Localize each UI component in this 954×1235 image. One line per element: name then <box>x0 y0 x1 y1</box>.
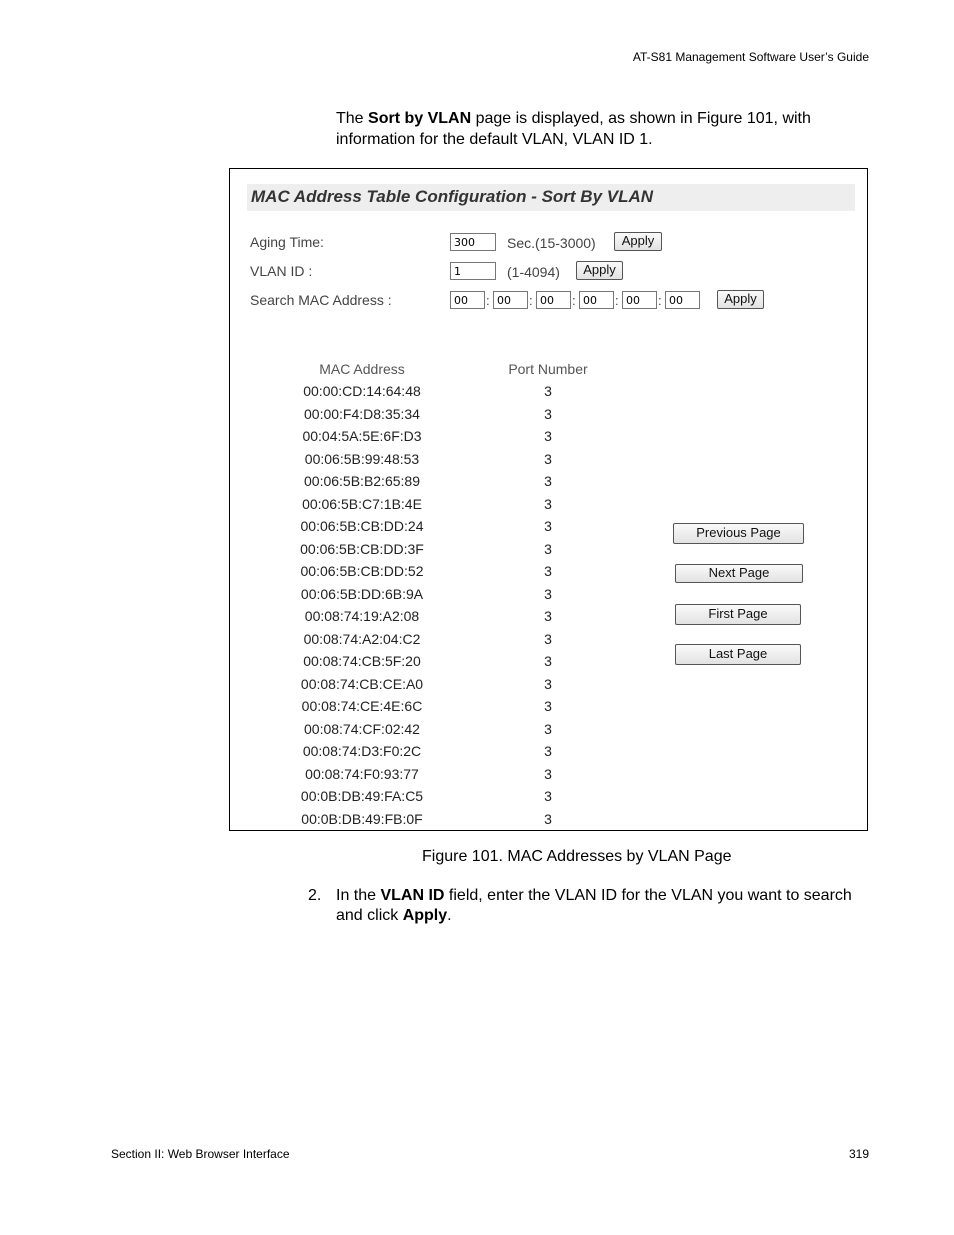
aging-time-label: Aging Time: <box>250 234 324 250</box>
port-number-cell: 3 <box>544 383 552 399</box>
aging-time-range: Sec.(15-3000) <box>507 235 596 251</box>
mac-address-cell: 00:08:74:D3:F0:2C <box>302 743 422 759</box>
port-number-cell: 3 <box>544 720 552 737</box>
mac-address-cell: 00:06:5B:CB:DD:24 <box>300 518 424 534</box>
step-bold-1: VLAN ID <box>380 887 445 904</box>
mac-address-cell: 00:08:74:CE:4E:6C <box>301 698 423 714</box>
port-number-cell: 3 <box>544 540 552 557</box>
mac-address-cell: 00:04:5A:5E:6F:D3 <box>302 428 422 444</box>
figure-title-bar <box>247 184 855 211</box>
intro-text-1: The <box>336 110 369 127</box>
intro-bold: Sort by VLAN <box>368 110 472 127</box>
port-number-cell: 3 <box>544 743 552 759</box>
octet-separator: : <box>572 293 576 308</box>
step-number: 2. <box>308 887 322 904</box>
search-mac-octet-2[interactable] <box>493 291 528 309</box>
port-number-cell: 3 <box>544 810 552 827</box>
mac-address-cell: 00:06:5B:CB:DD:52 <box>300 563 424 579</box>
port-number-cell: 3 <box>544 675 552 692</box>
mac-address-cell: 00:06:5B:99:48:53 <box>304 450 420 467</box>
previous-page-button[interactable]: Previous Page <box>673 523 804 544</box>
port-number-cell: 3 <box>544 450 552 467</box>
mac-address-cell: 00:00:F4:D8:35:34 <box>304 405 420 422</box>
step-text-3: . <box>447 907 452 924</box>
vlan-id-input[interactable] <box>450 262 496 280</box>
search-mac-octet-4[interactable] <box>579 291 614 309</box>
octet-separator: : <box>529 293 533 308</box>
mac-address-cell: 00:06:5B:C7:1B:4E <box>302 495 422 512</box>
mac-address-cell: 00:08:74:A2:04:C2 <box>303 630 421 647</box>
vlan-id-label: VLAN ID : <box>250 263 313 279</box>
figure-screenshot <box>229 168 868 831</box>
step-bold-2: Apply <box>402 907 448 924</box>
mac-address-cell: 00:08:74:CB:CE:A0 <box>300 675 424 692</box>
octet-separator: : <box>486 293 490 308</box>
port-number-cell: 3 <box>544 630 552 647</box>
step-text-1: In the <box>336 887 381 904</box>
port-number-cell: 3 <box>544 518 552 534</box>
footer-section: Section II: Web Browser Interface <box>111 1147 290 1161</box>
mac-address-cell: 00:00:CD:14:64:48 <box>303 383 421 399</box>
mac-address-cell: 00:0B:DB:49:FA:C5 <box>300 788 424 804</box>
search-mac-octet-6[interactable] <box>665 291 700 309</box>
mac-address-cell: 00:08:74:CF:02:42 <box>304 720 420 737</box>
search-mac-octet-5[interactable] <box>622 291 657 309</box>
next-page-button[interactable]: Next Page <box>675 564 803 583</box>
intro-paragraph <box>336 108 856 150</box>
port-number-cell: 3 <box>544 585 552 602</box>
search-mac-octet-1[interactable] <box>450 291 485 309</box>
vlan-apply-button[interactable]: Apply <box>576 261 623 280</box>
figure-caption: Figure 101. MAC Addresses by VLAN Page <box>422 848 732 865</box>
mac-address-cell: 00:08:74:CB:5F:20 <box>303 653 421 669</box>
step-text-2: field, enter the VLAN ID for the VLAN you want to search and click <box>336 887 852 924</box>
port-number-cell: 3 <box>544 698 552 714</box>
mac-address-cell: 00:08:74:F0:93:77 <box>305 765 419 782</box>
step-text <box>336 886 856 926</box>
octet-separator: : <box>615 293 619 308</box>
search-mac-label: Search MAC Address : <box>250 292 392 308</box>
column-header-port: Port Number <box>508 361 588 377</box>
last-page-button[interactable]: Last Page <box>675 644 801 665</box>
first-page-button[interactable]: First Page <box>675 604 801 625</box>
port-number-cell: 3 <box>544 563 552 579</box>
mac-address-cell: 00:06:5B:DD:6B:9A <box>300 585 424 602</box>
mac-address-cell: 00:06:5B:CB:DD:3F <box>300 540 424 557</box>
search-mac-octet-3[interactable] <box>536 291 571 309</box>
port-number-cell: 3 <box>544 405 552 422</box>
mac-address-cell: 00:0B:DB:49:FB:0F <box>301 810 423 827</box>
aging-apply-button[interactable]: Apply <box>614 232 662 251</box>
port-number-cell: 3 <box>544 765 552 782</box>
mac-address-cell: 00:06:5B:B2:65:89 <box>304 473 420 489</box>
aging-time-input[interactable] <box>450 233 496 251</box>
page-title: MAC Address Table Configuration - Sort By VLAN <box>251 187 654 206</box>
port-number-cell: 3 <box>544 788 552 804</box>
port-number-cell: 3 <box>544 428 552 444</box>
octet-separator: : <box>658 293 662 308</box>
page-number: 319 <box>848 1147 869 1161</box>
mac-address-cell: 00:08:74:19:A2:08 <box>304 608 420 624</box>
port-number-cell: 3 <box>544 473 552 489</box>
vlan-id-range: (1-4094) <box>507 264 560 280</box>
port-number-cell: 3 <box>544 608 552 624</box>
search-apply-button[interactable]: Apply <box>717 290 764 309</box>
running-header: AT-S81 Management Software User’s Guide <box>632 50 869 64</box>
column-header-mac: MAC Address <box>319 361 405 377</box>
port-number-cell: 3 <box>544 495 552 512</box>
intro-text-2: page is displayed, as shown in Figure 101, with information for the default VLAN, VLAN ID 1. <box>336 110 811 148</box>
port-number-cell: 3 <box>544 653 552 669</box>
